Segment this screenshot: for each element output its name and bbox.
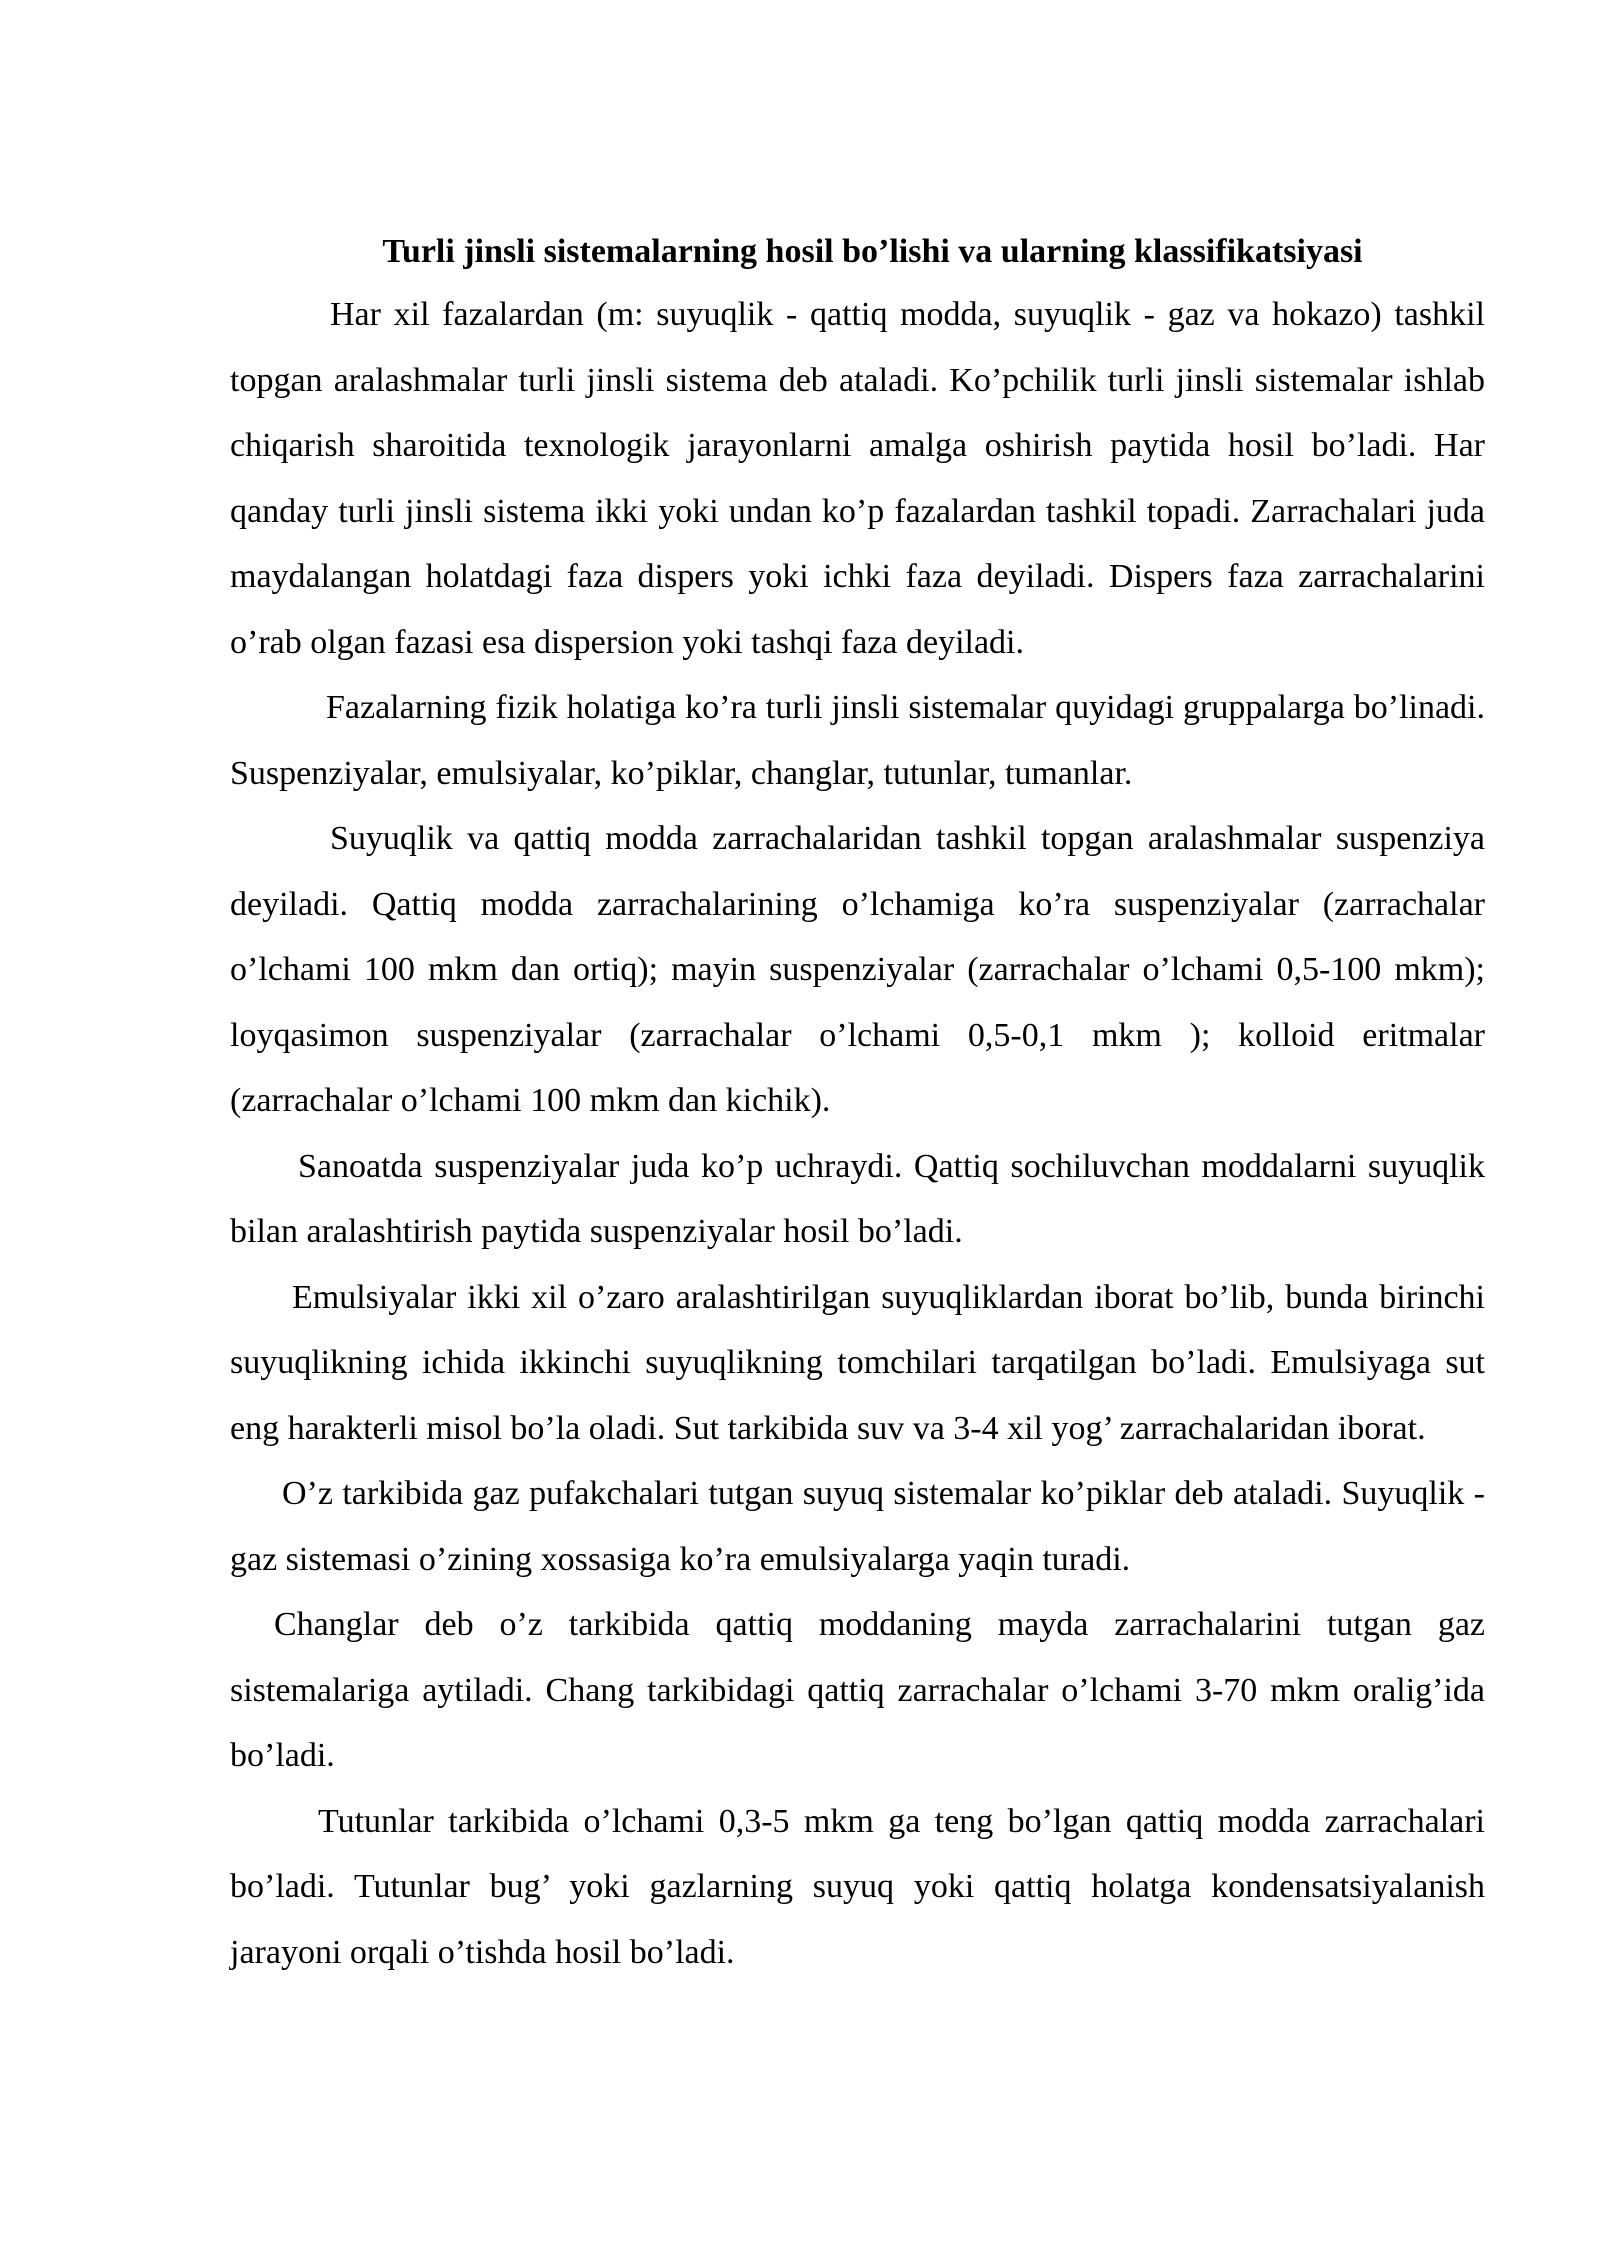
paragraph-industry: Sanoatda suspenziyalar juda ko’p uchraydi. Qattiq sochiluvchan moddalarni suyuqlik bilan aralashtirish paytida suspenziyalar hosil bo’ladi.: [230, 1147, 1485, 1250]
paragraph-foams: O’z tarkibida gaz pufakchalari tutgan suyuq sistemalar ko’piklar deb ataladi. Suyuqlik - gaz sistemasi o’zining xossasiga ko’ra emulsiyalarga yaqin turadi.: [230, 1475, 1485, 1578]
paragraph-intro: Har xil fazalardan (m: suyuqlik - qattiq modda, suyuqlik - gaz va hokazo) tashkil topgan aralashmalar turli jinsli sistema deb ataladi. Ko’pchilik turli jinsli sistemalar ishlab chiqarish sharoitida texnologik jarayonlarni amalga oshirish paytida hosil bo’ladi. Har qanday turli jinsli sistema ikki yoki undan ko’p fazalardan tashkil topadi. Zarrachalari juda maydalangan holatdagi faza dispers yoki ichki faza deyiladi. Dispers faza zarrachalarini o’rab olgan fazasi esa dispersion yoki tashqi faza deyiladi.: [230, 296, 1485, 661]
paragraph-smokes: Tutunlar tarkibida o’lchami 0,3-5 mkm ga teng bo’lgan qattiq modda zarrachalari bo’ladi. Tutunlar bug’ yoki gazlarning suyuq yoki qattiq holatga kondensatsiyalanish jarayoni orqali o’tishda hosil bo’ladi.: [230, 1802, 1485, 1971]
document-page: [230, 222, 1485, 1985]
paragraph-emulsions: Emulsiyalar ikki xil o’zaro aralashtirilgan suyuqliklardan iborat bo’lib, bunda birinchi suyuqlikning ichida ikkinchi suyuqlikning tomchilari tarqatilgan bo’ladi. Emulsiyaga sut eng harakterli misol bo’la oladi. Sut tarkibida suv va 3-4 xil yog’ zarrachalaridan iborat.: [230, 1278, 1485, 1447]
paragraph-suspensions: Suyuqlik va qattiq modda zarrachalaridan tashkil topgan aralashmalar suspenziya deyiladi. Qattiq modda zarrachalarining o’lchamiga ko’ra suspenziyalar (zarrachalar o’lchami 100 mkm dan ortiq); mayin suspenziyalar (zarrachalar o’lchami 0,5-100 mkm); loyqasimon suspenziyalar (zarrachalar o’lchami 0,5-0,1 mkm ); kolloid eritmalar (zarrachalar o’lchami 100 mkm dan kichik).: [230, 820, 1485, 1119]
document-title: Turli jinsli sistemalarning hosil bo’lishi va ularning klassifikatsiyasi: [382, 233, 1363, 270]
paragraph-dusts: Changlar deb o’z tarkibida qattiq moddaning mayda zarrachalarini tutgan gaz sistemalariga aytiladi. Chang tarkibidagi qattiq zarrachalar o’lchami 3-70 mkm oralig’ida bo’ladi.: [230, 1606, 1485, 1774]
paragraph-classification: Fazalarning fizik holatiga ko’ra turli jinsli sistemalar quyidagi gruppalarga bo’linadi. Suspenziyalar, emulsiyalar, ko’piklar, changlar, tutunlar, tumanlar.: [230, 689, 1485, 792]
